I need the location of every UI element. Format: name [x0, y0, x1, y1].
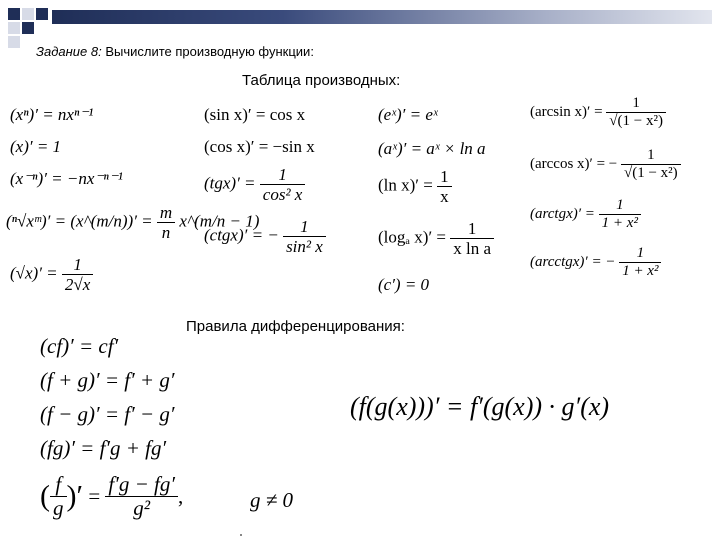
deriv-tg: [204, 166, 305, 203]
quotient-frac: [105, 474, 178, 519]
ln-left: (ln x)′ =: [378, 175, 433, 195]
task-number: Задание 8:: [36, 44, 102, 59]
rule-const: (cf)′ = cf′: [40, 334, 119, 358]
quotient-eq: =: [88, 484, 101, 508]
ctg-num: 1: [283, 218, 326, 237]
deriv-const: (c′) = 0: [378, 275, 430, 294]
quotient-den: g²: [133, 496, 151, 520]
arccos-frac: [621, 148, 681, 181]
log-num: 1: [450, 220, 494, 239]
corner-square-1: [8, 8, 20, 20]
root-power-den: n: [161, 223, 171, 242]
arcctg-den: 1 + x²: [622, 263, 659, 279]
arctg-num: 1: [599, 198, 641, 215]
ln-den: x: [440, 187, 449, 206]
deriv-power: (xⁿ)′ = nxⁿ⁻¹: [10, 105, 94, 124]
rule-condition: g ≠ 0: [250, 488, 294, 512]
deriv-sqrt: [10, 256, 93, 293]
arcsin-frac: [606, 96, 666, 129]
deriv-arcsin: [530, 96, 666, 129]
rule-chain: (f(g(x)))′ = f′(g(x)) · g′(x): [350, 392, 610, 421]
arcsin-den: √(1 − x²): [609, 113, 663, 129]
ln-frac: [437, 168, 452, 205]
log-frac: [450, 220, 494, 257]
quotient-comma: ,: [177, 484, 184, 508]
tg-num: 1: [260, 166, 306, 185]
deriv-exp: (eˣ)′ = eˣ: [378, 105, 438, 124]
arcsin-num: 1: [606, 96, 666, 113]
ln-num: 1: [437, 168, 452, 187]
deriv-arccos: [530, 148, 681, 181]
deriv-neg-power: (x⁻ⁿ)′ = −nx⁻ⁿ⁻¹: [10, 169, 123, 188]
sqrt-num: 1: [62, 256, 93, 275]
corner-square-4: [8, 22, 20, 34]
deriv-ctg: [204, 218, 326, 255]
quotient-left-frac: [50, 474, 67, 519]
rule-sum: (f + g)′ = f′ + g′: [40, 368, 175, 392]
arctg-left: (arctgx)′ =: [530, 205, 595, 222]
log-den: x ln a: [453, 239, 492, 258]
arccos-num: 1: [621, 148, 681, 165]
stray-dot: [240, 534, 242, 536]
deriv-ln: [378, 168, 452, 205]
corner-square-3: [36, 8, 48, 20]
deriv-arcctg: [530, 246, 661, 279]
sqrt-den: 2√x: [64, 275, 91, 294]
log-left: (logₐ x)′ =: [378, 227, 446, 247]
task-text: Вычислите производную функции:: [105, 44, 314, 59]
arcctg-frac: [619, 246, 661, 279]
quotient-paren-close: )′: [66, 479, 84, 513]
sqrt-left: (√x)′ =: [10, 263, 58, 283]
quotient-left-den: g: [53, 496, 64, 520]
ctg-den: sin² x: [286, 237, 323, 256]
root-power-right: x^(m/n − 1): [179, 211, 260, 231]
deriv-log: [378, 220, 494, 257]
corner-square-5: [22, 22, 34, 34]
arcctg-left: (arcctgx)′ = −: [530, 253, 616, 270]
root-power-left: (ⁿ√xᵐ)′ = (x^(m/n))′ =: [6, 211, 153, 231]
tg-left: (tgx)′ =: [204, 173, 256, 193]
arccos-left: (arccos x)′ = −: [530, 155, 618, 172]
quotient-paren-open: (: [40, 479, 50, 513]
deriv-cos: (cos x)′ = −sin x: [204, 137, 315, 156]
task-header: [36, 44, 314, 59]
corner-square-6: [8, 36, 20, 48]
corner-square-2: [22, 8, 34, 20]
ctg-left: (ctgx)′ = −: [204, 225, 279, 245]
deriv-sin: (sin x)′ = cos x: [204, 105, 306, 124]
arctg-den: 1 + x²: [601, 215, 638, 231]
root-power-num: m: [157, 204, 175, 223]
deriv-exp-a: (aˣ)′ = aˣ × ln a: [378, 139, 486, 158]
arcctg-num: 1: [619, 246, 661, 263]
arcsin-left: (arcsin x)′ =: [530, 103, 603, 120]
deriv-arctg: [530, 198, 641, 231]
arctg-frac: [599, 198, 641, 231]
tg-den: cos² x: [262, 185, 303, 204]
table-title: Таблица производных:: [242, 72, 401, 89]
arccos-den: √(1 − x²): [624, 165, 678, 181]
rule-diff: (f − g)′ = f′ − g′: [40, 402, 175, 426]
rules-title: Правила дифференцирования:: [186, 318, 405, 335]
tg-frac: [260, 166, 306, 203]
quotient-left-num: f: [50, 474, 67, 497]
top-bar: [52, 10, 712, 24]
root-power-frac: [157, 204, 175, 241]
rule-quotient: [40, 474, 183, 519]
deriv-x: (x)′ = 1: [10, 137, 62, 156]
ctg-frac: [283, 218, 326, 255]
rule-product: (fg)′ = f′g + fg′: [40, 436, 167, 460]
quotient-num: f′g − fg′: [105, 474, 178, 497]
sqrt-frac: [62, 256, 93, 293]
